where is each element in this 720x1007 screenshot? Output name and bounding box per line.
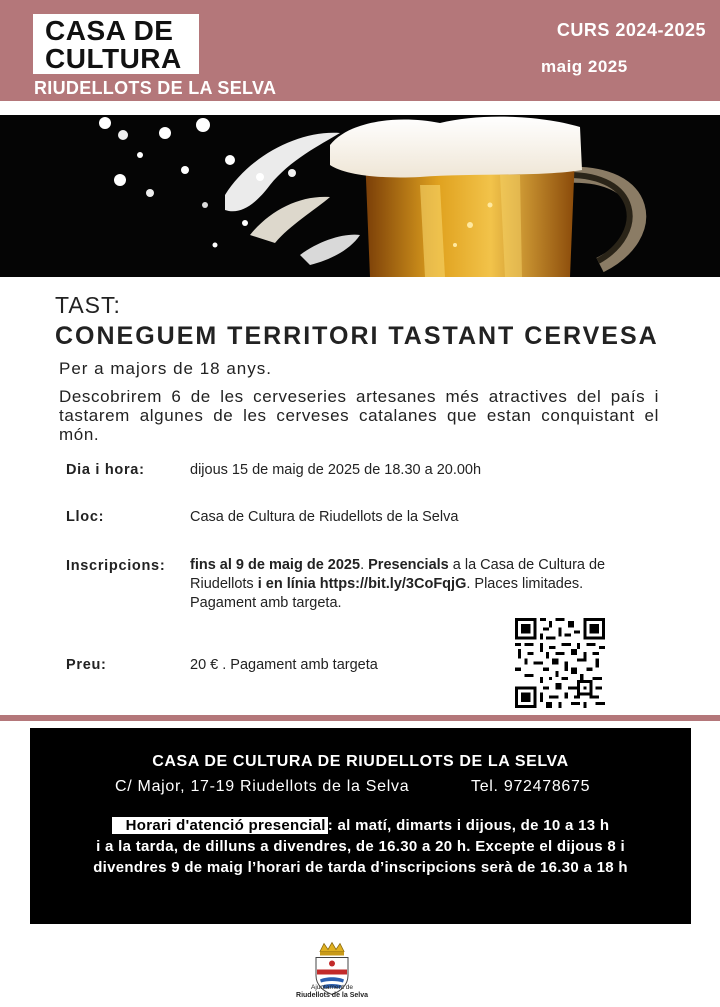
price-label: Preu:: [66, 657, 107, 673]
event-prefix: TAST:: [55, 292, 121, 318]
age-restriction: Per a majors de 18 anys.: [59, 359, 272, 378]
hours-exception: divendres 9 de maig l’horari de tarda d’inscripcions serà de 16.30 a 18 h: [93, 859, 628, 876]
footer-address: C/ Major, 17-19 Riudellots de la Selva: [115, 778, 410, 795]
place-value: Casa de Cultura de Riudellots de la Selva: [190, 509, 459, 525]
date-label: Dia i hora:: [66, 462, 145, 478]
beer-photo: [0, 115, 720, 277]
registration-separator: .: [360, 557, 369, 573]
price-value: 20 € . Pagament amb targeta: [190, 657, 378, 673]
registration-online-link[interactable]: i en línia https://bit.ly/3CoFqjG: [257, 576, 467, 592]
registration-notes: . Places limitades. Pagament amb targeta.: [190, 576, 584, 611]
footer-hours: [30, 815, 691, 878]
hours-label: Horari d'atenció presencial: [112, 817, 328, 834]
logo-line-2: CULTURA: [45, 43, 182, 74]
event-description: Descobrirem 6 de les cerveseries artesanes més atractives del país i tastarem algunes de les cerveses catalanes que estan conquistant el món.: [59, 387, 659, 444]
event-title: CONEGUEM TERRITORI TASTANT CERVESA: [55, 322, 659, 350]
registration-location: a la Casa de Cultura de Riudellots: [190, 557, 606, 592]
crest-line-2: Riudellots de la Selva: [296, 991, 368, 999]
footer-phone: Tel. 972478675: [471, 778, 591, 795]
hours-afternoon: i a la tarda, de dilluns a divendres, de 16.30 a 20 h. Excepte el dijous 8 i: [96, 838, 625, 855]
registration-label: Inscripcions:: [66, 558, 166, 574]
registration-deadline: fins al 9 de maig de 2025: [190, 557, 361, 573]
month-label: maig 2025: [541, 57, 628, 76]
footer-title: CASA DE CULTURA DE RIUDELLOTS DE LA SELVA: [152, 753, 569, 770]
hours-morning: : al matí, dimarts i dijous, de 10 a 13 h: [327, 817, 610, 834]
registration-presencial: Presencials: [368, 557, 449, 573]
date-value: dijous 15 de maig de 2025 de 18.30 a 20.00h: [190, 462, 482, 478]
logo-line-1: CASA DE: [45, 15, 174, 46]
casa-de-cultura-logo: [33, 14, 199, 74]
municipality-label: [286, 984, 378, 999]
section-divider: [0, 715, 720, 721]
contact-footer: [30, 728, 691, 924]
place-label: Lloc:: [66, 509, 105, 525]
header-band: [0, 0, 720, 101]
course-label: CURS 2024-2025: [556, 20, 706, 40]
town-name: RIUDELLOTS DE LA SELVA: [34, 78, 277, 98]
registration-qr-code[interactable]: [515, 618, 605, 708]
registration-value: [190, 556, 620, 613]
beer-mug-illustration: [0, 115, 720, 277]
crest-line-1: Ajuntament de: [311, 984, 353, 991]
